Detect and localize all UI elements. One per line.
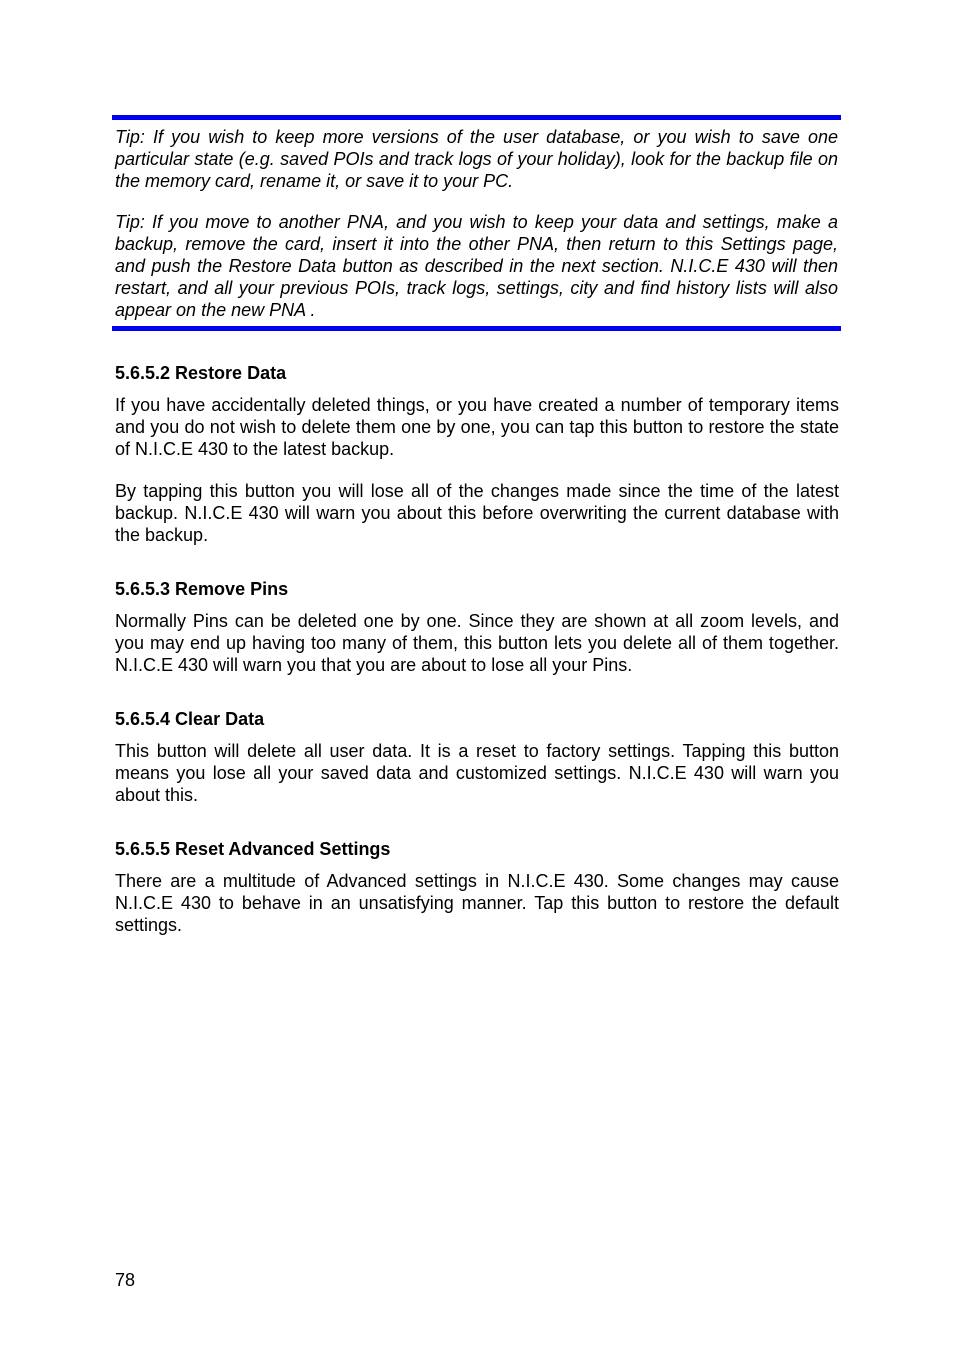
section-restore-data — [115, 362, 839, 546]
section-heading: 5.6.5.2 Restore Data — [115, 363, 287, 383]
section-clear-data — [115, 708, 839, 806]
section-heading: 5.6.5.4 Clear Data — [115, 709, 265, 729]
section-reset-advanced-settings — [115, 838, 839, 936]
section-paragraph: Normally Pins can be deleted one by one. Since they are shown at all zoom levels, and you may end up having too many of them, this button lets you delete all of them together. N.I.C.E 430 will warn you that you are about to lose all your Pins. — [115, 611, 839, 675]
section-paragraph: If you have accidentally deleted things, or you have created a number of temporary items and you do not wish to delete them one by one, you can tap this button to restore the state of N.I.C.E 430 to the latest backup. — [115, 395, 839, 459]
section-heading: 5.6.5.3 Remove Pins — [115, 579, 289, 599]
section-paragraph: There are a multitude of Advanced settings in N.I.C.E 430. Some changes may cause N.I.C.E 430 to behave in an unsatisfying manner. Tap this button to restore the default settings. — [115, 871, 839, 935]
section-remove-pins — [115, 578, 839, 676]
section-paragraph: By tapping this button you will lose all of the changes made since the time of the latest backup. N.I.C.E 430 will warn you about this before overwriting the current database with the backup. — [115, 481, 839, 545]
tip-move-pna: Tip: If you move to another PNA, and you wish to keep your data and settings, make a backup, remove the card, insert it into the other PNA, then return to this Settings page, and push the Restore Data button as described in the next section. N.I.C.E 430 will then restart, and all your previous POIs, track logs, settings, city and find history lists will also appear on the new PNA . — [115, 212, 838, 320]
page-number: 78 — [115, 1270, 136, 1290]
manual-page — [115, 0, 839, 1350]
section-heading: 5.6.5.5 Reset Advanced Settings — [115, 839, 391, 859]
tip-box — [112, 115, 841, 331]
section-paragraph: This button will delete all user data. It is a reset to factory settings. Tapping this button means you lose all your saved data and customized settings. N.I.C.E 430 will warn you about this. — [115, 741, 839, 805]
tip-backup-versions: Tip: If you wish to keep more versions of the user database, or you wish to save one particular state (e.g. saved POIs and track logs of your holiday), look for the backup file on the memory card, rename it, or save it to your PC. — [115, 127, 838, 191]
